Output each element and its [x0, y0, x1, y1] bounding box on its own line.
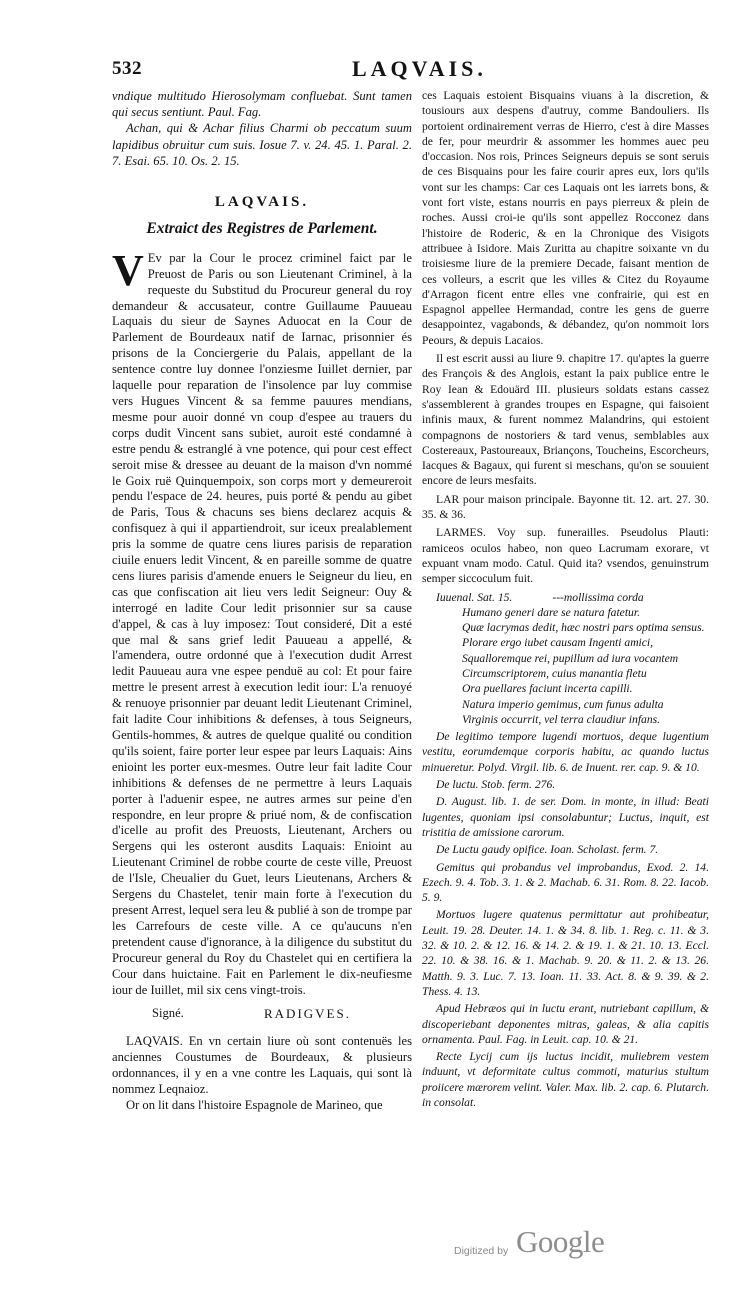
- page-number: 532: [112, 58, 142, 79]
- verse-line: Squalloremque rei, pupillum ad iura vocantem: [462, 651, 679, 665]
- reference-entry: De legitimo tempore lugendi mortuos, deque lugentium vestitu, eorumdemque corporis habitu, ac quando luctus minueretur. Polyd. Virgil. lib. 6. de Inuent. rer. cap. 9. & 10.: [422, 730, 709, 774]
- reference-entry: Apud Hebræos qui in luctu erant, nutriebant capillum, & discoperiebant deponentes mitras, galeas, & alia capitis ornamenta. Paul. Fag. in Leuit. cap. 10. & 21.: [422, 1002, 709, 1046]
- iuuenal-citation: [422, 590, 709, 605]
- section-title: LAQVAIS.: [214, 194, 310, 211]
- running-head: [0, 58, 736, 88]
- livre-paragraph: Il est escrit aussi au liure 9. chapitre 17. qu'aptes la guerre des François & des Anglois, estant la paix publice entre le Roy Iean & Edouärd III. plusieurs soldats estans cassez s'assemblerent à grandes troupes en Espagne, qui faisoient infinis maux, & furent nommez Malandrins, qui estoient compagnons de nostoriers & tard venus, semblables aux Costereaux, Pastoureaux, Briançons, Toucheins, Escorcheurs, Iacques & Bagaux, qui furent si meschans, qu'on se souuient encore de leurs mesfaits.: [422, 352, 709, 488]
- intro-paragraph: Achan, qui & Achar filius Charmi ob peccatum suum lapidibus obruitur cum suis. Iosue 7. v. 24. 45. 1. Paral. 2. 7. Esai. 65. 10. Os. 2. 15.: [112, 121, 412, 168]
- google-logo: Google: [516, 1224, 605, 1259]
- larmes-entry: LARMES. Voy sup. funerailles. Pseudolus Plauti: ramiceos oculos habeo, non queo Lacrumam exorare, vt expuant vnam modo. Catul. Quid ita? vsendos, genuinstrum semper siccoculum fuit.: [422, 526, 709, 586]
- verse-line: Ora puellares faciunt incerta capilli.: [462, 682, 633, 696]
- verse-line: Plorare ergo iubet causam Ingenti amici,: [462, 636, 654, 650]
- arret-text: Ev par la Cour le procez criminel faict par le Preuost de Paris ou son Lieutenant Criminel, à la requeste du Substitud du Procureur general du roy demandeur & accusateur, contre Guillaume Pauueau Laquais du sieur de Saynes Aduocat en la Cour de Parlement de Bourdeaux natif de Iarnac, prisonnier és prisons de la Conciergerie du Palais, appellant de la sentence contre luy donnee l'onziesme Iuillet dernier, par laquelle pour reparation de l'insolence par luy commise vers Hugues Vincent & sa femme pauures mendians, mesme pour auoir donné vn coup d'espee au trauers du corps dudit Vincent sans subiet, auroit esté condamné à estre pendu & estranglé à vne potence, qui pour cest effect seroit mise & dressee au deuant de la maison d'vn nommé le Goix ruë Quinquempoix, son corps mort y demeureroit pendu l'espace de 24. heures, puis porté & pendu au gibet de Paris, Tous & chacuns ses biens declarez acquis & confisquez à qui il appartiendroit, sur iceux prealablement pris la somme de quatre cens liures parisis de reparation ciuile enuers ledit Vincent, & en pareille somme de quatre cens liures parisis d'amende enuers le Seigneur du lieu, en cas que confiscation ait lieu vers ledit Seigneur: Ouy & interrogé en ladite Cour ledit prisonnier sur sa cause d'appel, & cas à luy imposez: Tout consideré, Dit a esté que mal & sans grief ledit Pauueau a appellé, & l'amendera, outre ordonné que à l'execution dudit Arrest ledit Pauueau aura vne espee penduë au col: Et pour faire mettre le present arrest à execution ledit iour: L'a renuoyé & renuoye prisonnier par deuant ledit Lieutenant Criminel, fait ladite Cour inhibitions & defenses, à tous Seigneurs, Gentils-hommes, & autres de quelque qualité ou condition qu'ils soient, faire porter leur espee par leurs Laquais: Ains enioint les porter eux-mesmes. Outre leur fait ladite Cour inhibitions & defenses de ne permettre à leurs Laquais porter à l'aduenir espee, ne autres armes sur peine d'en respondre, en leur propre & priué nom, & de confiscation d'icelle au profit des Preuosts, Lieutenant, Archers ou Sergens qui les osteront ausdits Laquais: Enioint au Lieutenant Criminel de robbe courte de ceste ville, Preuost de l'Isle, Cheualier du Guet, leurs Lieutenans, Archers & Sergens du Chastelet, tenir main forte à l'execution du present Arrest, lequel sera leu & publié à son de trompe par les Carrefours de ceste ville. A ce qu'aucuns n'en pretendent cause d'ignorance, à la diligence du substitut du Procureur general du Roy du Chastelet qui en certifiera la Cour dans huictaine. Fait en Parlement le dix-neufiesme iour de Iuillet, mil six cens vingt-trois.: [112, 250, 412, 997]
- reference-entry: Recte Lycij cum ijs luctus incidit, muliebrem vestem induunt, vt deformitate cultus commoti, maturius stultum proiicere mærorem velint. Valer. Max. lib. 2. cap. 6. Plutarch. in consolat.: [422, 1050, 709, 1109]
- signe-label: Signé.: [152, 1006, 184, 1021]
- reference-entry: Gemitus qui probandus vel improbandus, Exod. 2. 14. Ezech. 9. 4. Tob. 3. 1. & 2. Machab. 6. 31. Rom. 8. 22. Iacob. 5. 9.: [422, 860, 709, 905]
- verse-block: [422, 605, 709, 727]
- marineo-paragraph: Or on lit dans l'histoire Espagnole de Marineo, que: [126, 1098, 383, 1113]
- digitized-watermark: [454, 1224, 714, 1264]
- intro-paragraph: vndique multitudo Hierosolymam confluebat. Sunt tamen qui secus sentiunt. Paul. Fag.: [112, 89, 412, 120]
- reference-entry: D. August. lib. 1. de ser. Dom. in monte, in illud: Beati lugentes, quoniam ipsi consolabuntur; Luctus, inquit, est tristitia de amissione carorum.: [422, 795, 709, 839]
- verse-line: Circumscriptorem, cuius manantia fletu: [462, 666, 647, 680]
- lar-entry: LAR pour maison principale. Bayonne tit. 12. art. 27. 30. 35. & 36.: [422, 492, 709, 522]
- verse-line: Natura imperio gemimus, cum funus adulta: [462, 697, 664, 711]
- drop-cap: V: [112, 245, 144, 295]
- verse-line: Quæ lacrymas dedit, hæc nostri pars optima sensus.: [462, 621, 705, 635]
- signature-row: [112, 1006, 412, 1024]
- continued-paragraph: ces Laquais estoient Bisquains viuans à la discretion, & tousiours aux despens d'autruy, comme Bandouliers. Ils portoient ordinairement verras de Hierro, c'est à dire Masses de fer, pour meurdrir & assommer les hommes auec peu d'occasion. Nos rois, Princes Seigneurs depuis se sont seruis de ces Bisquains pour les faire courir apres eux, lors qu'ils vont sur les champs: Car ces Laquais ont les iarrets bons, & vont fort viste, estans nourris en pays pierreux & plein de roches. Aussi croi-ie qu'ils sont appellez Rocconez dans l'histoire de Roderic, & en la Chronique des Visigots attribuee à Isidore. Mais Zuritta au chapitre soixante vn du troisiesme liure de la premiere Decade, faisant mention de ces volleurs, a escrit que les villes & Citez du Royaume d'Arragon ficent entre elles vne confrairie, qui est en Espagnol appellee Hermandad, contre les gens de guerre desappointez, vagabonds, & débandez, qu'on nommoit lors Peours, & depuis Lacaios.: [422, 89, 709, 347]
- right-column: [422, 88, 709, 1110]
- left-column: [112, 88, 412, 1114]
- section-subtitle: Extraict des Registres de Parlement.: [146, 219, 378, 237]
- page-head-title: LAQVAIS.: [352, 56, 487, 81]
- signer-name: RADIGVES.: [264, 1006, 351, 1022]
- reference-entry: De Luctu gaudy opifice. Ioan. Scholast. ferm. 7.: [436, 843, 659, 857]
- verse-line: Virginis occurrit, vel terra claudiur infans.: [462, 712, 661, 726]
- verse-line: Humano generi dare se natura fatetur.: [462, 605, 640, 619]
- iuuenal-source: Iuuenal. Sat. 15.: [436, 590, 513, 604]
- laquais-paragraph: LAQVAIS. En vn certain liure où sont contenuës les anciennes Coustumes de Bourdeaux, & plusieurs ordonnances, il y en a vne contre les Laquais, qui sont là nommez Leqnaioz.: [112, 1034, 412, 1097]
- reference-entry: De luctu. Stob. ferm. 276.: [436, 778, 556, 792]
- iuuenal-tail: ---mollissima corda: [552, 590, 644, 604]
- watermark-prefix: Digitized by: [454, 1245, 509, 1257]
- arret-paragraph: [112, 245, 412, 999]
- reference-entry: Mortuos lugere quatenus permittatur aut prohibeatur, Leuit. 19. 28. Deuter. 14. 1. & 34. 8. lib. 1. Reg. c. 11. & 3. 32. & 10. 2. & 12. 16. & 14. 2. & 19. 1. & 21. 10. 13. Eccl. 22. 10. & 38. 16. & 1. Machab. 9. 20. & 11. 2. & 13. 26. Matth. 9. 3. Luc. 7. 13. Ioan. 11. 33. Act. 8. & 9. 39. & 2. Thess. 4. 13.: [422, 908, 709, 998]
